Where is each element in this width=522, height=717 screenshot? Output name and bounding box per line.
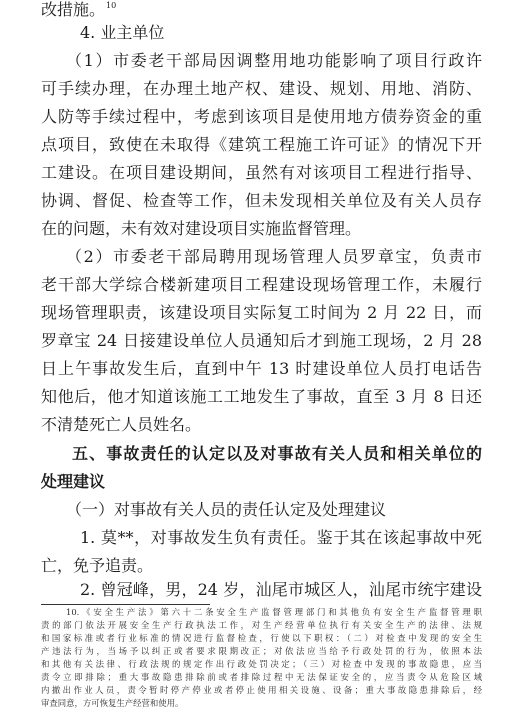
text-line: 亡，免予追责。	[41, 556, 154, 575]
footnote-line: 和国家标准或者行业标准的情况进行监督检查，行使以下职权：（二）对检查中发现的安全生	[41, 633, 482, 643]
footnote-ref: 10	[106, 1, 117, 10]
text-line: 罗章宝 24 日接建设单位人员通知后才到施工现场，2 月 28	[41, 331, 482, 350]
footnote-line: 责令立即排除；重大事故隐患排除前或者排除过程中无法保证安全的，应当责令从危险区域	[41, 672, 482, 682]
text-line: 可手续办理，在办理土地产权、建设、规划、用地、消防、	[41, 79, 482, 98]
footnote-line: 内撤出作业人员，责令暂时停产停业或者停止使用相关设施、设备；重大事故隐患排除后，经	[41, 685, 482, 695]
text-line: 协调、督促、检查等工作，但未发现相关单位及有关人员存	[41, 191, 482, 210]
footnote-line: 和其他有关法律、行政法规的规定作出行政处罚决定；（三）对检查中发现的事故隐患，应当	[41, 659, 482, 669]
footnote-line: 产违法行为，当场予以纠正或者要求限期改正；对依法应当给予行政处罚的行为，依照本法	[41, 646, 482, 656]
text-line: 1. 莫**，对事故发生负有责任。鉴于其在该起事故中死	[80, 528, 482, 547]
text-line: 知他后，他才知道该施工工地发生了事故，直至 3 月 8 日还	[41, 387, 482, 406]
text-line: 在的问题，未有效对建设项目实施监督管理。	[41, 219, 362, 238]
section-heading: 4. 业主单位	[80, 23, 165, 42]
footnote-line: 10.《安全生产法》第六十二条安全生产监督管理部门和其他负有安全生产监督管理职	[66, 607, 482, 617]
text-line: （1）市委老干部局因调整用地功能影响了项目行政许	[66, 51, 482, 70]
text-line: 不清楚死亡人员姓名。	[41, 415, 202, 434]
text-line: （2）市委老干部局聘用现场管理人员罗章宝，负责市	[66, 247, 482, 266]
section-heading: 处理建议	[41, 472, 106, 491]
footnote-line: 审查同意，方可恢复生产经营和使用。	[41, 698, 184, 708]
text-line: 老干部大学综合楼新建项目工程建设现场管理工作，未履行	[41, 275, 482, 294]
text-line: 人防等手续过程中，考虑到该项目是使用地方债券资金的重	[41, 107, 482, 126]
text-line: 日上午事故发生后，直到中午 13 时建设单位人员打电话告	[41, 359, 482, 378]
text-line: 2. 曾冠峰，男，24 岁，汕尾市城区人，汕尾市统宇建设	[80, 580, 482, 599]
text-line: 点项目，致使在未取得《建筑工程施工许可证》的情况下开	[41, 135, 482, 154]
text-line: 现场管理职责，该建设项目实际复工时间为 2 月 22 日，而	[41, 303, 482, 322]
text-line: 改措施。$^{10}$	[41, 0, 117, 19]
footnote-line: 责的部门依法开展安全生产行政执法工作，对生产经营单位执行有关安全生产的法律、法规	[41, 620, 482, 630]
footnote-divider	[41, 604, 210, 605]
text-line: 工建设。在项目建设期间，虽然有对该项目工程进行指导、	[41, 163, 482, 182]
subsection-heading: （一）对事故有关人员的责任认定及处理建议	[66, 500, 387, 519]
section-heading: 五、事故责任的认定以及对事故有关人员和相关单位的	[72, 444, 482, 463]
